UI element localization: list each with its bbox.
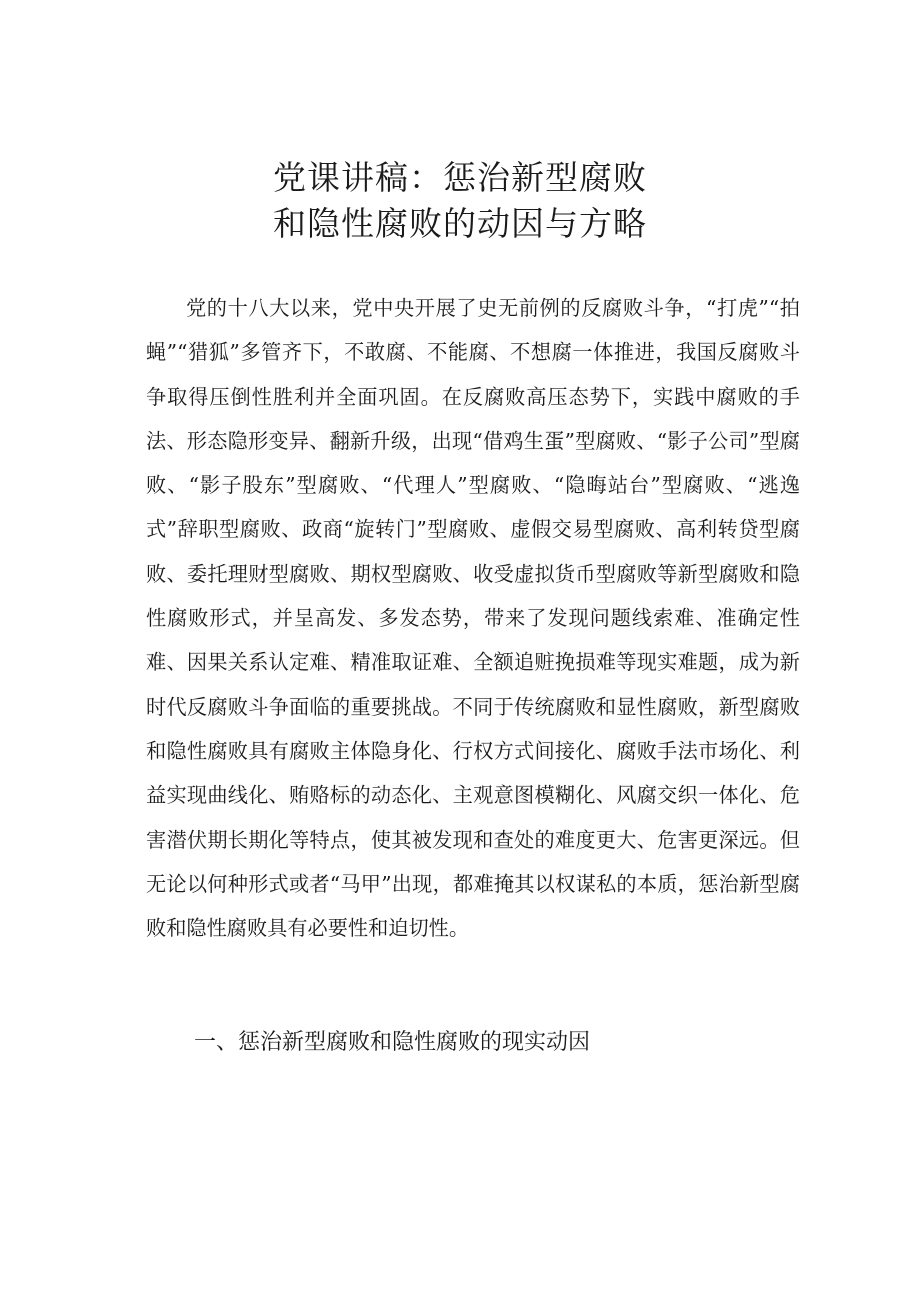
- intro-paragraph: 党的十八大以来，党中央开展了史无前例的反腐败斗争，“打虎”“拍蝇”“猎狐”多管齐下，不敢腐、不能腐、不想腐一体推进，我国反腐败斗争取得压倒性胜利并全面巩固。在反腐败高压态势下，实践中腐败的手法、形态隐形变异、翻新升级，出现“借鸡生蛋”型腐败、“影子公司”型腐败、“影子股东”型腐败、“代理人”型腐败、“隐晦站台”型腐败、“逃逸式”辞职型腐败、政商“旋转门”型腐败、虚假交易型腐败、高利转贷型腐败、委托理财型腐败、期权型腐败、收受虚拟货币型腐败等新型腐败和隐性腐败形式，并呈高发、多发态势，带来了发现问题线索难、准确定性难、因果关系认定难、精准取证难、全额追赃挽损难等现实难题，成为新时代反腐败斗争面临的重要挑战。不同于传统腐败和显性腐败，新型腐败和隐性腐败具有腐败主体隐身化、行权方式间接化、腐败手法市场化、利益实现曲线化、贿赂标的动态化、主观意图模糊化、风腐交织一体化、危害潜伏期长期化等特点，使其被发现和查处的难度更大、危害更深远。但无论以何种形式或者“马甲”出现，都难掩其以权谋私的本质，惩治新型腐败和隐性腐败具有必要性和迫切性。: [146, 296, 800, 941]
- document-title-line-1: 党课讲稿：惩治新型腐败: [273, 158, 647, 197]
- section-heading-1: 一、惩治新型腐败和隐性腐败的现实动因: [194, 1030, 591, 1055]
- document-title-line-2: 和隐性腐败的动因与方略: [273, 204, 647, 243]
